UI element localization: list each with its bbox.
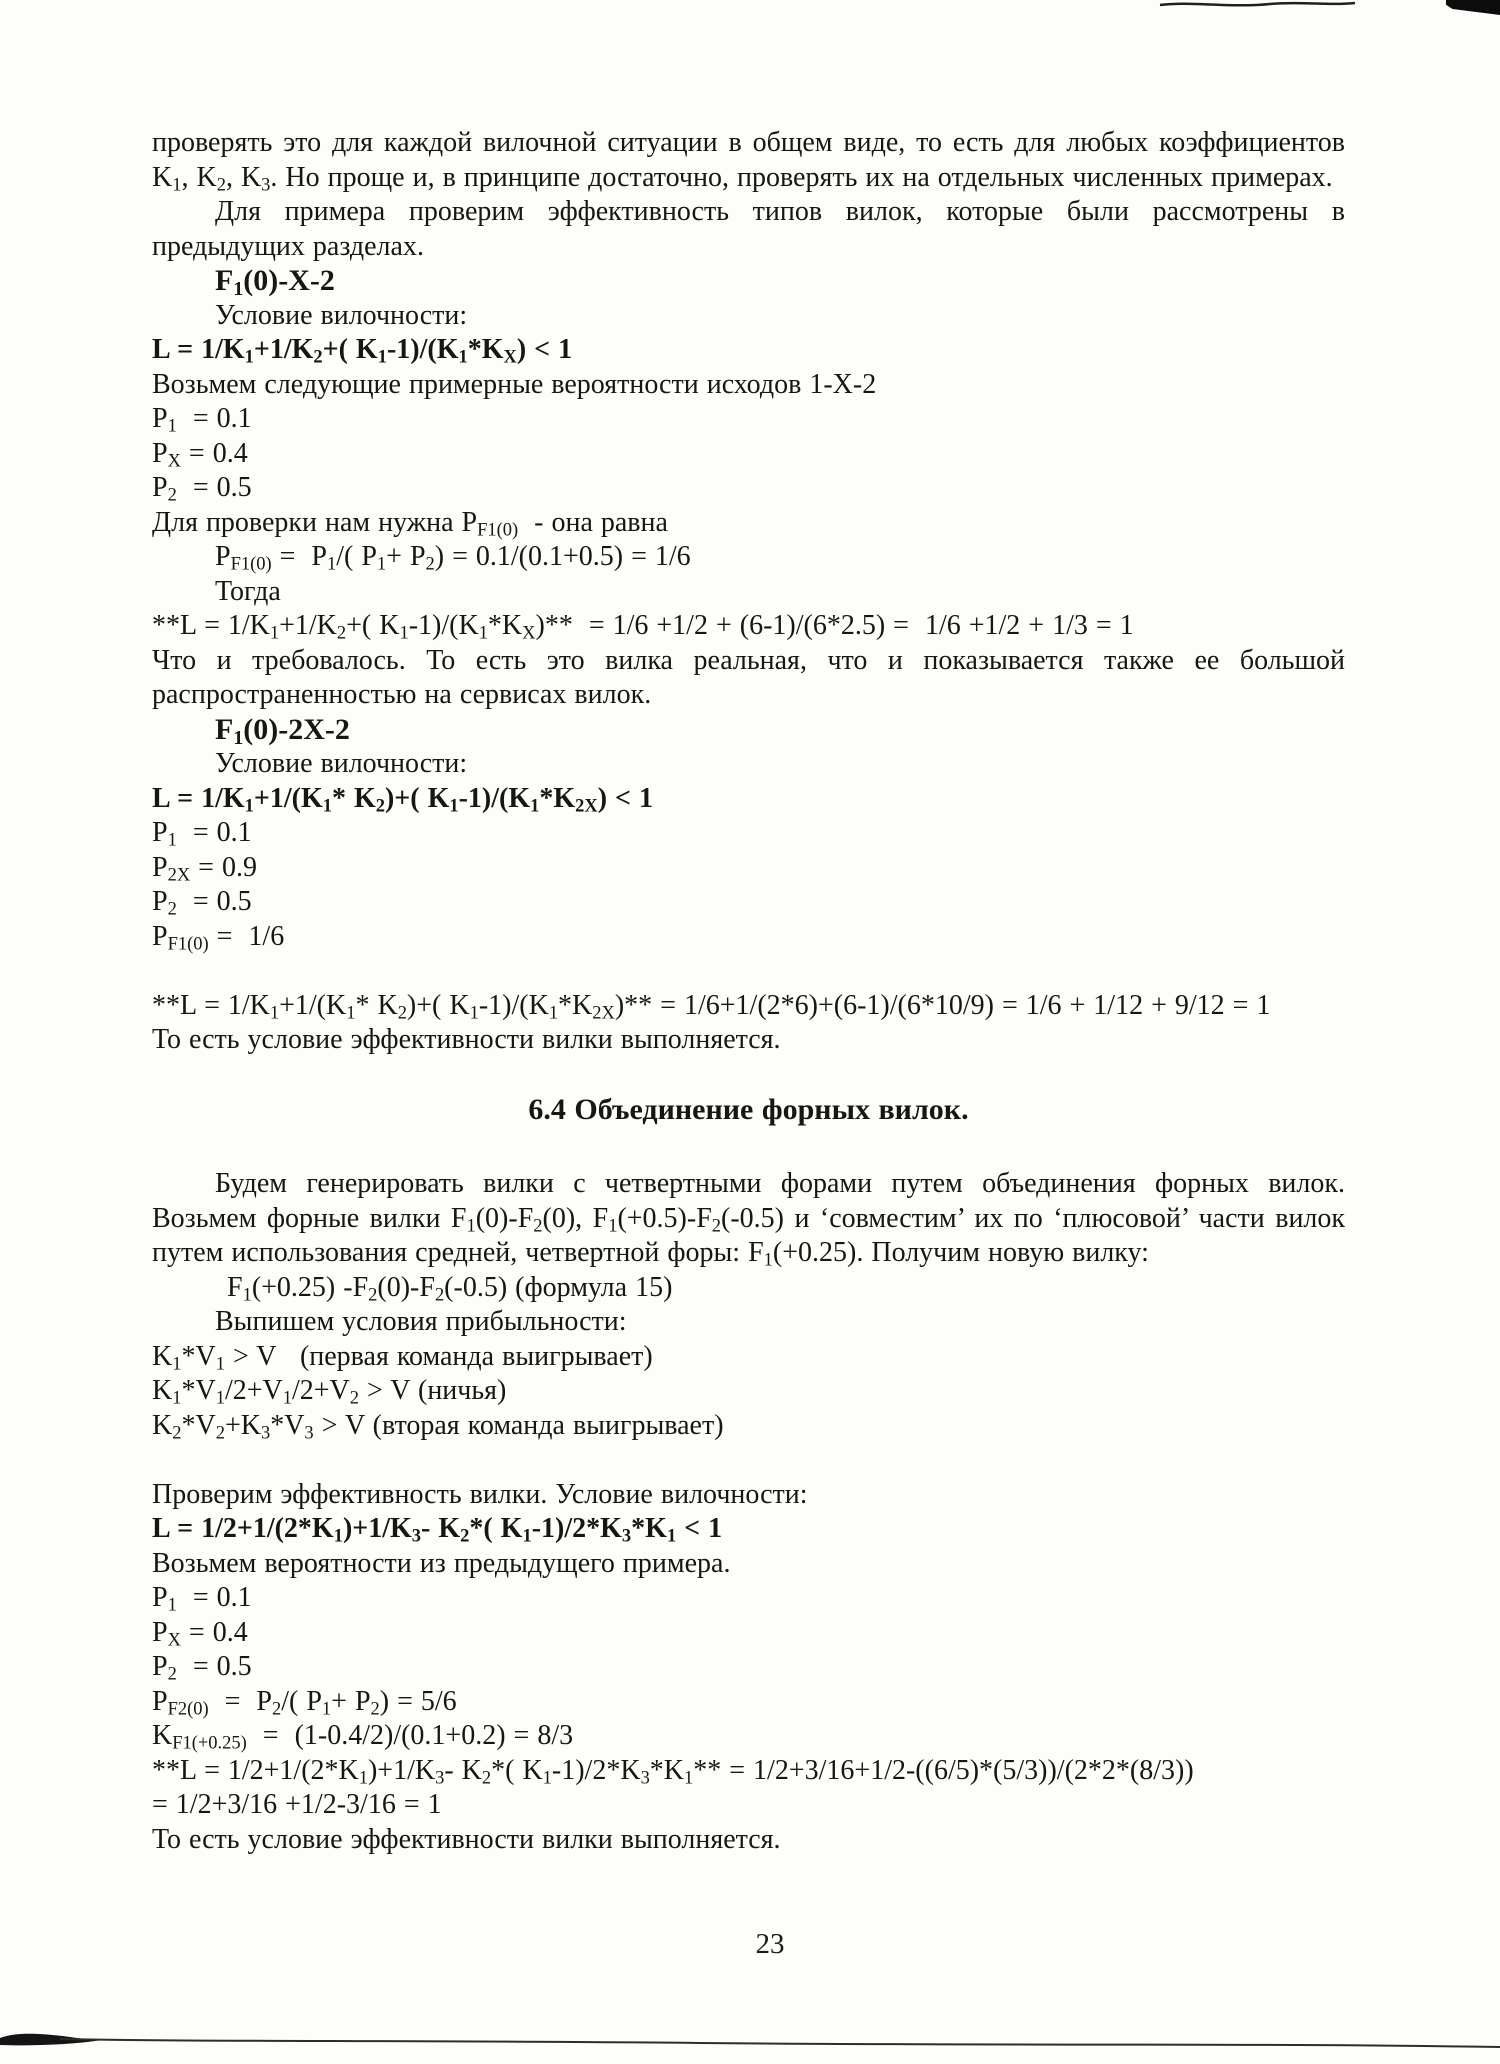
text-line: $K_1*V_1 > V$ (первая команда выигрывает)	[152, 1340, 653, 1373]
text-line: $P_X = 0.4$	[152, 437, 248, 470]
paragraph: Будем генерировать вилки с четвертными форами путем объединения форных вилок. Возьмем форные вилки $F_1(0)-F_2(0)$, $F_1(+0.5)-F_2(-0.5)$ и ‘совместим’ их по ‘плюсовой’ части вилок путем использования средней, четвертной форы: $F_1(+0.25)$. Получим новую вилку:	[152, 1168, 1345, 1270]
text-line: $**L = 1/K_1+1/K_2+$( $K_1-1)/(K_1*K_X)** = 1/6 +1/2 + (6-1)/(6*2.5) = 1/6 +1/2 + 1/3 = 1$	[152, 610, 1134, 643]
blank-line	[152, 954, 1345, 989]
section-heading: 6.4 Объединение форных вилок.	[528, 1092, 969, 1126]
text-line: $P_1 = 0.1$	[152, 1582, 252, 1615]
text-line: $P_{2X} = 0.9$	[152, 851, 257, 884]
text-line: Для проверки нам нужна $P_{F1(0)}$ - она равна	[152, 506, 668, 539]
text-line: $**L = 1/2+1/(2*K_1)+1/K_3-$ $K_2*$( $K_1-1)/2*K_3*K_1** = 1/2+3/16+1/2-((6/5)*(5/3))/(2*2*(8/3))$	[152, 1754, 1194, 1787]
scan-artifact-top-squiggle	[1150, 0, 1360, 12]
paragraph: Для примера проверим эффективность типов вилок, которые были рассмотрены в предыдущих разделах.	[152, 196, 1345, 262]
text-line: То есть условие эффективности вилки выполняется.	[152, 1823, 781, 1855]
blank-line	[152, 1443, 1345, 1478]
page-content	[152, 126, 1345, 1857]
text-line: То есть условие эффективности вилки выполняется.	[152, 1024, 781, 1055]
formula-line: $L = 1/K_1+1/K_2+$( $K_1-1)/(K_1*K_X) < 1$	[152, 334, 573, 367]
subsection-heading: $F_1(0)-2X-2$	[215, 712, 350, 749]
text-line: $F_1(+0.25)$ $-F_2(0)-F_2(-0.5)$ (формула 15)	[227, 1271, 673, 1304]
text-line: $P_1 = 0.1$	[152, 403, 252, 436]
scan-artifact-corner-block	[1446, 0, 1500, 15]
text-line: Тогда	[215, 575, 281, 607]
text-line: Возьмем вероятности из предыдущего примера.	[152, 1547, 731, 1579]
page-number: 23	[755, 1928, 785, 1960]
text-line: $P_1 = 0.1$	[152, 817, 252, 850]
text-line: $K_{F1(+0.25)} = (1-0.4/2)/(0.1+0.2) = 8/3$	[152, 1720, 574, 1753]
text-line: Выпишем условия прибыльности:	[215, 1306, 627, 1337]
text-line: $P_2 = 0.5$	[152, 886, 252, 919]
formula-line: $L = 1/2+1/(2*K_1)+1/K_3-$ $K_2*$( $K_1-1)/2*K_3*K_1 < 1$	[152, 1513, 723, 1546]
scan-artifact-bottom-line	[0, 2028, 1500, 2064]
text-line: Проверим эффективность вилки. Условие вилочности:	[152, 1478, 808, 1510]
paragraph: проверять это для каждой вилочной ситуации в общем виде, то есть для любых коэффициентов $K_1$, $K_2$, $K_3$. Но проще и, в принципе достаточно, проверять их на отдельных численных примерах.	[152, 127, 1345, 194]
text-line: $P_{F1(0)} = P_1/$( $P_1+ P_2) = 0.1/(0.1+0.5) = 1/6$	[215, 541, 691, 574]
text-line: $K_2*V_2+K_3*V_3 > V$ (вторая команда выигрывает)	[152, 1409, 724, 1442]
text-line: Условие вилочности:	[215, 748, 468, 779]
text-line: $**L = 1/K_1+1/(K_1*$ $K_2)+$( $K_1-1)/(K_1*K_{2X})** = 1/6+1/(2*6)+(6-1)/(6*10/9) = 1/6 + 1/12 + 9/12 = 1$	[152, 989, 1271, 1022]
text-line: $P_X = 0.4$	[152, 1616, 248, 1649]
paragraph: Что и требовалось. То есть это вилка реальная, что и показывается также ее большой распространенностью на сервисах вилок.	[152, 644, 1345, 710]
text-line: $P_{F2(0)} = P_2/$( $P_1+ P_2) = 5/6$	[152, 1685, 457, 1718]
text-line: Условие вилочности:	[215, 299, 468, 331]
text-line: $K_1*V_1/2+V_1/2+V_2 > V$ (ничья)	[152, 1375, 507, 1408]
text-line: Возьмем следующие примерные вероятности исходов 1-Х-2	[152, 368, 877, 400]
formula-line: $L = 1/K_1+1/(K_1*$ $K_2)+$( $K_1-1)/(K_1*K_{2X}) < 1$	[152, 782, 654, 815]
text-line: $P_2 = 0.5$	[152, 1651, 252, 1684]
subsection-heading: $F_1(0)-X-2$	[215, 264, 335, 300]
text-line: $P_2 = 0.5$	[152, 472, 252, 505]
text-line: = 1/2+3/16 +1/2-3/16 = 1	[152, 1789, 442, 1820]
text-line: $P_{F1(0)} = 1/6$	[152, 920, 285, 953]
